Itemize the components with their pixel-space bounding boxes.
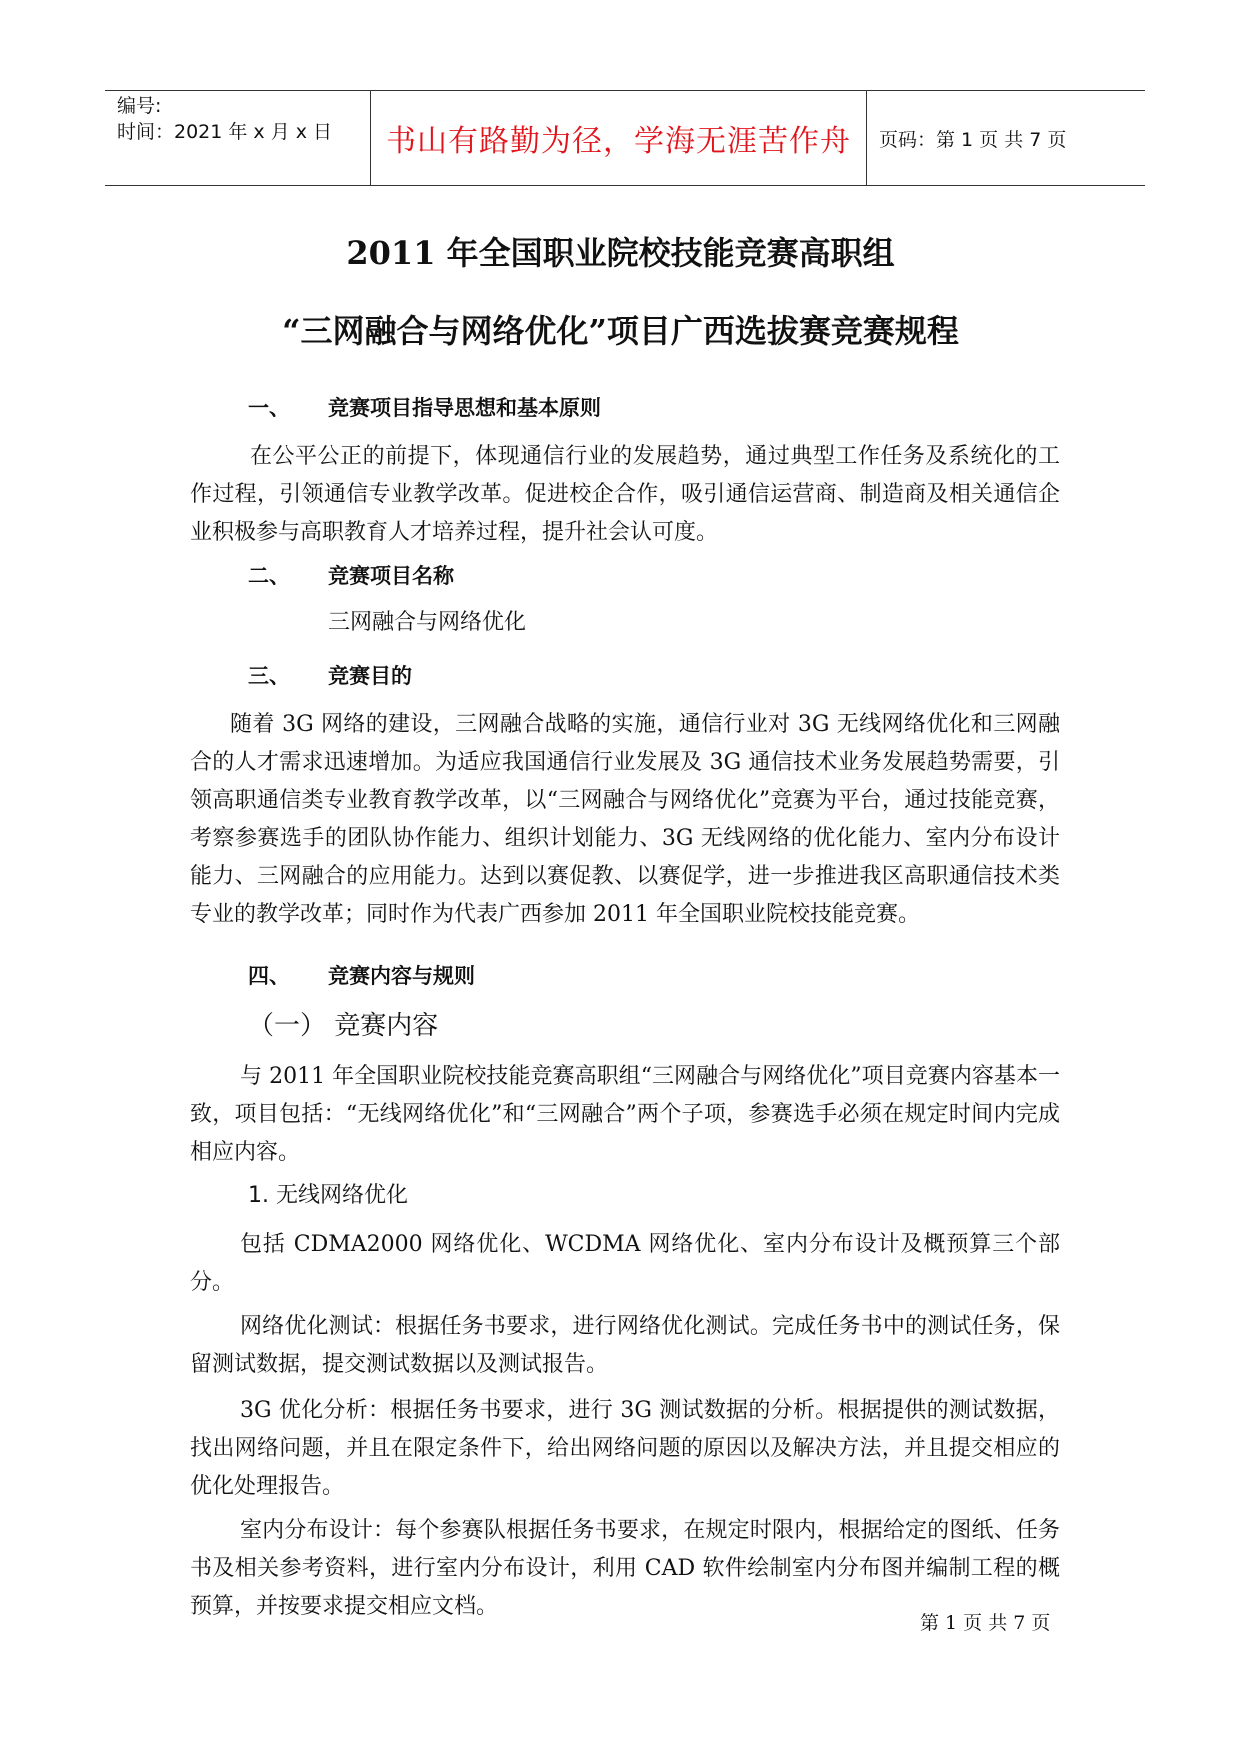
section-title: 竞赛内容与规则 xyxy=(328,964,475,988)
list-item-wireless: 1. 无线网络优化 xyxy=(248,1183,408,1208)
section-number: 三、 xyxy=(248,664,290,688)
header-page-info: 页码：第 1 页 共 7 页 xyxy=(879,128,1067,151)
section-number: 一、 xyxy=(248,396,290,420)
paragraph-project-name: 三网融合与网络优化 xyxy=(328,610,527,635)
header-meta-cell xyxy=(105,91,370,185)
paragraph-content: 与 2011 年全国职业院校技能竞赛高职组“三网融合与网络优化”项目竞赛内容基本一致，项目包括：“无线网络优化”和“三网融合”两个子项，参赛选手必须在规定时间内完成相应内容。 xyxy=(190,1064,1060,1165)
page-footer: 第 1 页 共 7 页 xyxy=(920,1612,1051,1634)
header-page-cell xyxy=(867,91,1145,185)
paragraph-3g-analysis: 3G 优化分析：根据任务书要求，进行 3G 测试数据的分析。根据提供的测试数据，找出网络问题，并且在限定条件下，给出网络问题的原因以及解决方法，并且提交相应的优化处理报告。 xyxy=(190,1398,1060,1499)
document-time: 时间：2021 年 x 月 x 日 xyxy=(117,121,333,143)
motto: 书山有路勤为径，学海无涯苦作舟 xyxy=(386,124,851,159)
paragraph-principles: 在公平公正的前提下，体现通信行业的发展趋势，通过典型工作任务及系统化的工作过程，引领通信专业教学改革。促进校企合作，吸引通信运营商、制造商及相关通信企业积极参与高职教育人才培养过程，提升社会认可度。 xyxy=(190,444,1060,545)
section-number: 二、 xyxy=(248,564,290,588)
document-number: 编号: xyxy=(117,95,162,117)
paragraph-network-test: 网络优化测试：根据任务书要求，进行网络优化测试。完成任务书中的测试任务，保留测试数据，提交测试数据以及测试报告。 xyxy=(190,1314,1060,1377)
document-title-line2: “三网融合与网络优化”项目广西选拔赛竞赛规程 xyxy=(282,312,959,350)
header-motto-cell xyxy=(370,91,867,185)
document-title-line1: 2011 年全国职业院校技能竞赛高职组 xyxy=(346,234,895,272)
page-header xyxy=(105,90,1145,186)
section-title: 竞赛目的 xyxy=(328,664,412,688)
subsection-heading: （一） 竞赛内容 xyxy=(248,1011,439,1041)
section-number: 四、 xyxy=(248,964,290,988)
section-title: 竞赛项目指导思想和基本原则 xyxy=(328,396,601,420)
paragraph-purpose: 随着 3G 网络的建设，三网融合战略的实施，通信行业对 3G 无线网络优化和三网融合的人才需求迅速增加。为适应我国通信行业发展及 3G 通信技术业务发展趋势需要，引领高职通信类专业教育教学改革，以“三网融合与网络优化”竞赛为平台，通过技能竞赛，考察参赛选手的团队协作能力、组织计划能力、3G 无线网络的优化能力、室内分布设计能力、三网融合的应用能力。达到以赛促教、以赛促学，进一步推进我区高职通信技术类专业的教学改革；同时作为代表广西参加 2011 年全国职业院校技能竞赛。 xyxy=(190,712,1060,927)
section-title: 竞赛项目名称 xyxy=(328,564,454,588)
paragraph-wireless-scope: 包括 CDMA2000 网络优化、WCDMA 网络优化、室内分布设计及概预算三个部分。 xyxy=(190,1232,1060,1295)
paragraph-indoor-design: 室内分布设计：每个参赛队根据任务书要求，在规定时限内，根据给定的图纸、任务书及相关参考资料，进行室内分布设计，利用 CAD 软件绘制室内分布图并编制工程的概预算，并按要求提交相应文档。 xyxy=(190,1518,1060,1619)
